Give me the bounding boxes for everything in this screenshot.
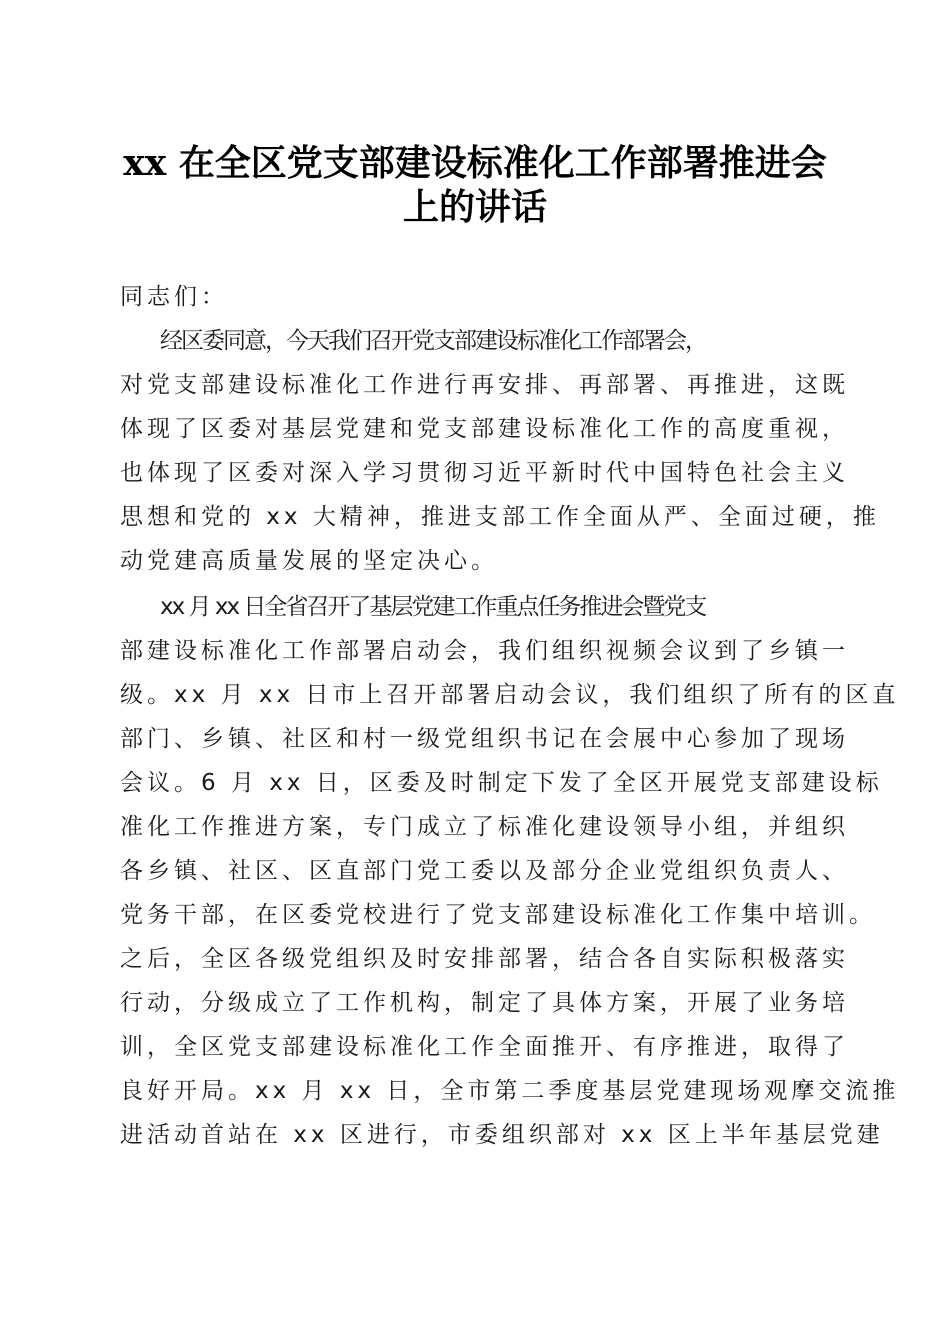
body-line: 行动，分级成立了工作机构，制定了具体方案，开展了业务培	[120, 990, 849, 1016]
body-line: 会议。6 月 xx 日，区委及时制定下发了全区开展党支部建设标	[120, 770, 883, 796]
body-line: 良好开局。xx 月 xx 日，全市第二季度基层党建现场观摩交流推	[120, 1078, 900, 1104]
body-line: 动党建高质量发展的坚定决心。	[120, 548, 498, 574]
body-line: 之后，全区各级党组织及时安排部署，结合各自实际积极落实	[120, 946, 849, 972]
body-line: 经区委同意，今天我们召开党支部建设标准化工作部署会，	[160, 328, 706, 354]
body-line: 部门、乡镇、社区和村一级党组织书记在会展中心参加了现场	[120, 726, 849, 752]
body-line: 部建设标准化工作部署启动会，我们组织视频会议到了乡镇一	[120, 638, 849, 664]
body-line: 也体现了区委对深入学习贯彻习近平新时代中国特色社会主义	[120, 460, 849, 486]
body-line: 准化工作推进方案，专门成立了标准化建设领导小组，并组织	[120, 814, 849, 840]
document-title-line-2: 上的讲话	[402, 186, 547, 228]
body-line: 体现了区委对基层党建和党支部建设标准化工作的高度重视，	[120, 416, 849, 442]
body-line: xx 月 xx 日全省召开了基层党建工作重点任务推进会暨党支	[160, 594, 706, 620]
body-line: 进活动首站在 xx 区进行，市委组织部对 xx 区上半年基层党建	[120, 1122, 884, 1148]
body-line: 思想和党的 xx 大精神，推进支部工作全面从严、全面过硬，推	[120, 504, 880, 530]
body-line: 党务干部，在区委党校进行了党支部建设标准化工作集中培训。	[120, 902, 876, 928]
body-line: 各乡镇、社区、区直部门党工委以及部分企业党组织负责人、	[120, 858, 849, 884]
salutation: 同志们：	[120, 284, 228, 310]
body-line: 级。xx 月 xx 日市上召开部署启动会议，我们组织了所有的区直	[120, 682, 900, 708]
document-title-line-1: xx 在全区党支部建设标准化工作部署推进会	[123, 142, 827, 184]
body-line: 对党支部建设标准化工作进行再安排、再部署、再推进，这既	[120, 372, 849, 398]
body-line: 训，全区党支部建设标准化工作全面推开、有序推进，取得了	[120, 1034, 849, 1060]
